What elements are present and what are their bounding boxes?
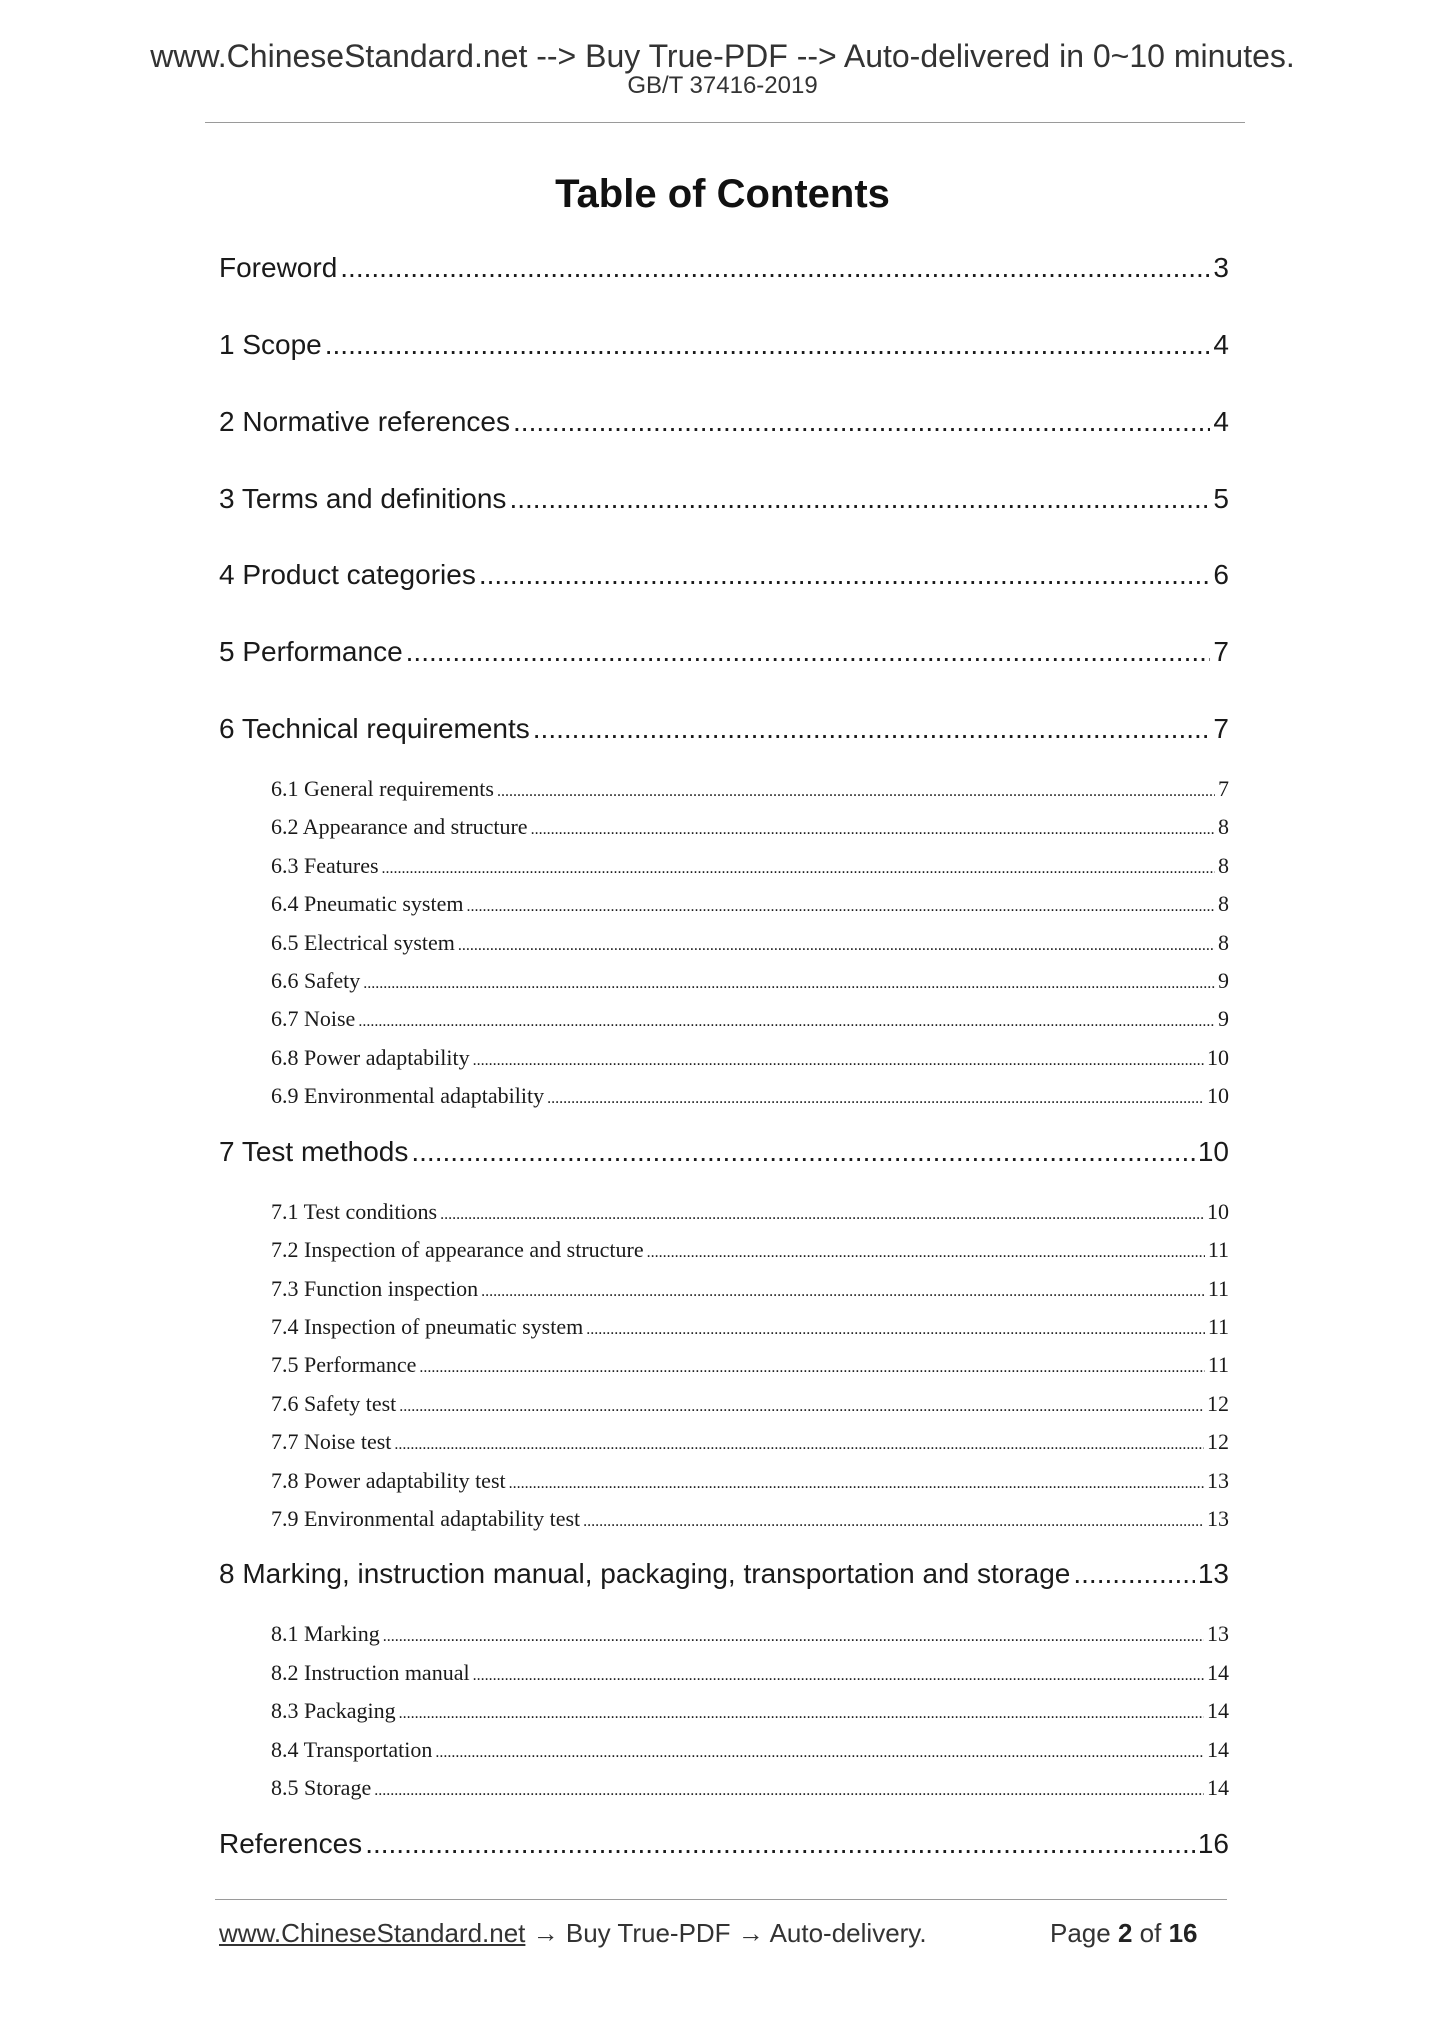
standard-number: GB/T 37416-2019 bbox=[627, 72, 818, 99]
toc-entry-page: 16 bbox=[1197, 1828, 1229, 1859]
toc-entry-page: 4 bbox=[1213, 406, 1229, 437]
toc-entry-label: 2 Normative references bbox=[219, 406, 511, 437]
footer-site-link[interactable]: www.ChineseStandard.net bbox=[219, 1918, 526, 1948]
page-of-label: of bbox=[1139, 1918, 1162, 1948]
page-current: 2 bbox=[1117, 1918, 1133, 1948]
dot-leader bbox=[473, 1667, 1204, 1685]
toc-subentry-page: 11 bbox=[1207, 1314, 1229, 1339]
toc-entry-label: 4 Product categories bbox=[219, 559, 476, 590]
toc-subentry-label: 6.1 General requirements bbox=[271, 776, 494, 801]
toc-subentry-page: 8 bbox=[1218, 891, 1229, 916]
toc-subentry-page: 10 bbox=[1207, 1199, 1229, 1224]
toc-entry-page: 6 bbox=[1213, 559, 1229, 590]
toc-subentry-label: 6.4 Pneumatic system bbox=[271, 891, 464, 916]
toc-entry[interactable] bbox=[219, 406, 1229, 438]
toc-entry[interactable] bbox=[219, 329, 1229, 361]
toc-subentry[interactable] bbox=[271, 853, 1229, 879]
dot-leader bbox=[497, 783, 1215, 801]
toc-subentry-label: 7.9 Environmental adaptability test bbox=[271, 1506, 581, 1531]
toc-subentry[interactable] bbox=[271, 968, 1229, 994]
dot-leader bbox=[382, 860, 1215, 878]
footer-divider bbox=[215, 1899, 1227, 1900]
toc-subentry-label: 8.3 Packaging bbox=[271, 1698, 396, 1723]
toc-subentry-label: 8.5 Storage bbox=[271, 1775, 372, 1800]
dot-leader bbox=[440, 1206, 1204, 1224]
dot-leader bbox=[458, 937, 1215, 955]
toc-entry[interactable] bbox=[219, 252, 1229, 284]
toc-subentry-label: 7.7 Noise test bbox=[271, 1429, 392, 1454]
dot-leader bbox=[479, 559, 1211, 591]
dot-leader bbox=[374, 1782, 1204, 1800]
footer-tagline: → Buy True-PDF → Auto-delivery. bbox=[525, 1918, 927, 1948]
header-banner: www.ChineseStandard.net --> Buy True-PDF --> Auto-delivered in 0~10 minutes. bbox=[150, 38, 1295, 74]
toc-subentry-page: 14 bbox=[1207, 1737, 1229, 1762]
toc-subentry[interactable] bbox=[271, 891, 1229, 917]
toc-subentry-page: 12 bbox=[1207, 1391, 1229, 1416]
toc-subentry-label: 7.8 Power adaptability test bbox=[271, 1468, 506, 1493]
toc-entry[interactable] bbox=[219, 559, 1229, 591]
toc-subentry-page: 10 bbox=[1207, 1045, 1229, 1070]
toc-entry-label: 7 Test methods bbox=[219, 1136, 409, 1167]
toc-subentry[interactable] bbox=[271, 1429, 1229, 1455]
toc-subentry[interactable] bbox=[271, 1314, 1229, 1340]
toc-subentry[interactable] bbox=[271, 1199, 1229, 1225]
toc-subentry-page: 13 bbox=[1207, 1621, 1229, 1646]
toc-subentry[interactable] bbox=[271, 814, 1229, 840]
dot-leader bbox=[481, 1283, 1205, 1301]
toc-subentry-page: 12 bbox=[1207, 1429, 1229, 1454]
toc-subentry[interactable] bbox=[271, 1775, 1229, 1801]
page-total: 16 bbox=[1168, 1918, 1198, 1948]
toc-subentry-label: 6.6 Safety bbox=[271, 968, 361, 993]
toc-subentry[interactable] bbox=[271, 1468, 1229, 1494]
toc-subentry-label: 6.7 Noise bbox=[271, 1006, 356, 1031]
toc-subentry-label: 7.5 Performance bbox=[271, 1352, 417, 1377]
toc-entry[interactable] bbox=[219, 713, 1229, 745]
toc-entry-label: 3 Terms and definitions bbox=[219, 483, 507, 514]
toc-subentry[interactable] bbox=[271, 930, 1229, 956]
toc-subentry-label: 7.6 Safety test bbox=[271, 1391, 397, 1416]
toc-entry-label: 6 Technical requirements bbox=[219, 713, 530, 744]
toc-subentry-label: 6.8 Power adaptability bbox=[271, 1045, 470, 1070]
toc-entry-page: 7 bbox=[1213, 713, 1229, 744]
toc-subentry-label: 7.2 Inspection of appearance and structure bbox=[271, 1237, 644, 1262]
dot-leader bbox=[466, 898, 1215, 916]
toc-entry-label: 1 Scope bbox=[219, 329, 322, 360]
toc-entry-label: 5 Performance bbox=[219, 636, 403, 667]
toc-subentry[interactable] bbox=[271, 1737, 1229, 1763]
toc-entry-page: 3 bbox=[1213, 252, 1229, 283]
toc-entry[interactable] bbox=[219, 636, 1229, 668]
toc-subentry-label: 6.2 Appearance and structure bbox=[271, 814, 528, 839]
toc-entry[interactable] bbox=[219, 1136, 1229, 1168]
toc-subentry-page: 14 bbox=[1207, 1775, 1229, 1800]
toc-subentry-page: 8 bbox=[1218, 853, 1229, 878]
toc-subentry[interactable] bbox=[271, 1698, 1229, 1724]
toc-entry-page: 5 bbox=[1213, 483, 1229, 514]
dot-leader bbox=[547, 1090, 1204, 1108]
dot-leader bbox=[533, 713, 1211, 745]
toc-subentry-label: 7.1 Test conditions bbox=[271, 1199, 438, 1224]
toc-entry[interactable] bbox=[219, 483, 1229, 515]
toc-subentry-label: 6.5 Electrical system bbox=[271, 930, 455, 955]
dot-leader bbox=[383, 1628, 1204, 1646]
toc-subentry[interactable] bbox=[271, 1237, 1229, 1263]
toc-subentry-page: 9 bbox=[1218, 1006, 1229, 1031]
toc-subentry[interactable] bbox=[271, 1276, 1229, 1302]
toc-subentry-page: 11 bbox=[1207, 1276, 1229, 1301]
toc-subentry-label: 8.4 Transportation bbox=[271, 1737, 433, 1762]
toc-subentry[interactable] bbox=[271, 1391, 1229, 1417]
header-divider bbox=[205, 122, 1245, 123]
toc-subentry-page: 11 bbox=[1207, 1237, 1229, 1262]
toc-subentry-page: 10 bbox=[1207, 1083, 1229, 1108]
dot-leader bbox=[513, 406, 1210, 438]
toc-subentry-page: 13 bbox=[1207, 1506, 1229, 1531]
toc-subentry-label: 6.3 Features bbox=[271, 853, 379, 878]
dot-leader bbox=[325, 329, 1211, 361]
toc-subentry-page: 11 bbox=[1207, 1352, 1229, 1377]
dot-leader bbox=[1073, 1558, 1194, 1590]
dot-leader bbox=[509, 483, 1210, 515]
toc-subentry-label: 8.2 Instruction manual bbox=[271, 1660, 470, 1685]
dot-leader bbox=[583, 1513, 1204, 1531]
toc-subentry-label: 8.1 Marking bbox=[271, 1621, 380, 1646]
toc-subentry[interactable] bbox=[271, 776, 1229, 802]
toc-subentry-page: 8 bbox=[1218, 814, 1229, 839]
toc-entry-label: 8 Marking, instruction manual, packaging, transportation and storage bbox=[219, 1558, 1071, 1589]
dot-leader bbox=[586, 1321, 1205, 1339]
dot-leader bbox=[340, 252, 1210, 284]
dot-leader bbox=[394, 1436, 1204, 1454]
toc-subentry[interactable] bbox=[271, 1506, 1229, 1532]
dot-leader bbox=[531, 821, 1215, 839]
toc-subentry-page: 14 bbox=[1207, 1660, 1229, 1685]
dot-leader bbox=[647, 1244, 1205, 1262]
dot-leader bbox=[363, 975, 1215, 993]
toc-subentry[interactable] bbox=[271, 1621, 1229, 1647]
toc-subentry-label: 6.9 Environmental adaptability bbox=[271, 1083, 545, 1108]
dot-leader bbox=[358, 1013, 1215, 1031]
page-counter bbox=[1050, 1918, 1198, 1949]
toc-subentry-page: 9 bbox=[1218, 968, 1229, 993]
dot-leader bbox=[411, 1136, 1194, 1168]
dot-leader bbox=[365, 1828, 1195, 1860]
toc-entry-page: 7 bbox=[1213, 636, 1229, 667]
toc-entry-page: 13 bbox=[1197, 1558, 1229, 1589]
toc-entry-page: 10 bbox=[1197, 1136, 1229, 1167]
dot-leader bbox=[399, 1705, 1204, 1723]
page-label: Page bbox=[1050, 1918, 1111, 1948]
dot-leader bbox=[419, 1359, 1204, 1377]
dot-leader bbox=[399, 1398, 1204, 1416]
toc-entry[interactable] bbox=[219, 1828, 1229, 1860]
toc-entry[interactable] bbox=[219, 1558, 1229, 1590]
toc-subentry-label: 7.4 Inspection of pneumatic system bbox=[271, 1314, 584, 1339]
toc-entry-page: 4 bbox=[1213, 329, 1229, 360]
page-title: Table of Contents bbox=[555, 172, 890, 216]
toc-subentry[interactable] bbox=[271, 1045, 1229, 1071]
toc-subentry[interactable] bbox=[271, 1352, 1229, 1378]
dot-leader bbox=[435, 1744, 1204, 1762]
dot-leader bbox=[473, 1052, 1204, 1070]
toc-subentry-page: 7 bbox=[1218, 776, 1229, 801]
toc-subentry-page: 14 bbox=[1207, 1698, 1229, 1723]
dot-leader bbox=[509, 1475, 1204, 1493]
toc-subentry-label: 7.3 Function inspection bbox=[271, 1276, 479, 1301]
dot-leader bbox=[406, 636, 1211, 668]
toc-entry-label: Foreword bbox=[219, 252, 338, 283]
toc-subentry-page: 8 bbox=[1218, 930, 1229, 955]
toc-subentry[interactable] bbox=[271, 1083, 1229, 1109]
toc-subentry[interactable] bbox=[271, 1006, 1229, 1032]
footer-promo bbox=[219, 1918, 927, 1949]
toc-subentry-page: 13 bbox=[1207, 1468, 1229, 1493]
toc-subentry[interactable] bbox=[271, 1660, 1229, 1686]
toc-entry-label: References bbox=[219, 1828, 363, 1859]
